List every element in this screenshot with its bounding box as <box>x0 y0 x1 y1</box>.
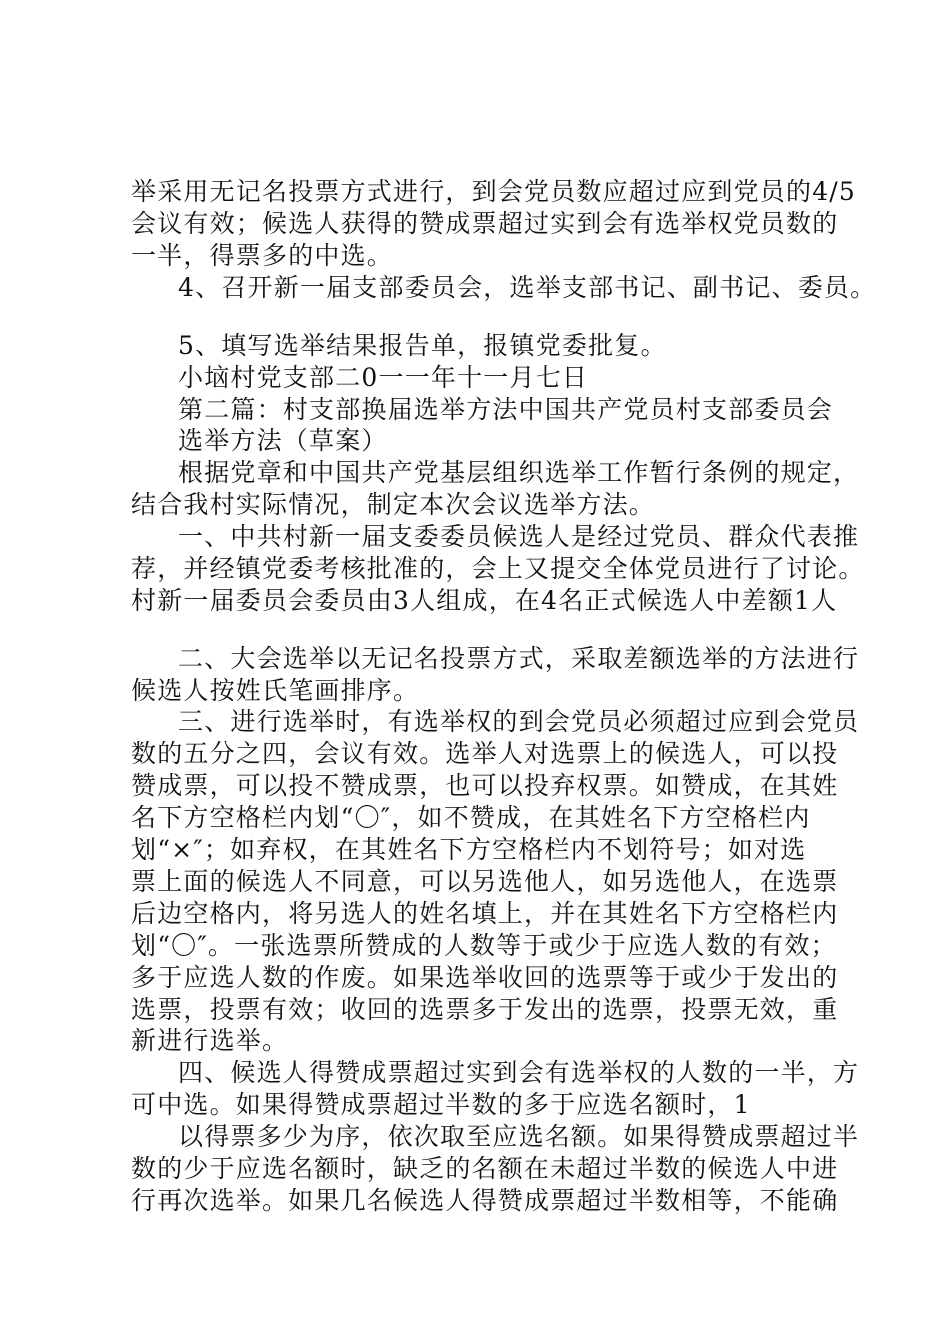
text-line: 荐，并经镇党委考核批准的，会上又提交全体党员进行了讨论。 <box>131 554 865 583</box>
text-line: 一、中共村新一届支委委员候选人是经过党员、群众代表推 <box>178 522 860 551</box>
text-line: 行再次选举。如果几名候选人得赞成票超过半数相等，不能确 <box>131 1186 839 1215</box>
text-line: 5、填写选举结果报告单，报镇党委批复。 <box>178 331 667 360</box>
text-line: 根据党章和中国共产党基层组织选举工作暂行条例的规定， <box>178 458 860 487</box>
text-line: 举采用无记名投票方式进行，到会党员数应超过应到党员的4/5 <box>131 177 857 206</box>
text-line: 数的五分之四，会议有效。选举人对选票上的候选人，可以投 <box>131 739 839 768</box>
section-subheading: 选举方法（草案） <box>178 426 388 455</box>
text-line: 以得票多少为序，依次取至应选名额。如果得赞成票超过半 <box>178 1122 860 1151</box>
text-line: 村新一届委员会委员由3人组成，在4名正式候选人中差额1人 <box>131 586 838 615</box>
text-line: 四、候选人得赞成票超过实到会有选举权的人数的一半，方 <box>178 1058 860 1087</box>
text-line: 多于应选人数的作废。如果选举收回的选票等于或少于发出的 <box>131 963 839 992</box>
text-line: 划“×″；如弃权，在其姓名下方空格栏内不划符号；如对选 <box>131 835 807 864</box>
text-line: 新进行选举。 <box>131 1026 289 1055</box>
text-line: 会议有效；候选人获得的赞成票超过实到会有选举权党员数的 <box>131 209 839 238</box>
text-line: 选票，投票有效；收回的选票多于发出的选票，投票无效，重 <box>131 995 839 1024</box>
text-line: 可中选。如果得赞成票超过半数的多于应选名额时，1 <box>131 1090 751 1119</box>
text-line: 二、大会选举以无记名投票方式，采取差额选举的方法进行 <box>178 644 860 673</box>
text-line: 结合我村实际情况，制定本次会议选举方法。 <box>131 490 656 519</box>
text-line: 后边空格内，将另选人的姓名填上，并在其姓名下方空格栏内 <box>131 899 839 928</box>
text-line: 数的少于应选名额时，缺乏的名额在未超过半数的候选人中进 <box>131 1154 839 1183</box>
text-line: 小垴村党支部二0一一年十一月七日 <box>178 363 589 392</box>
text-line: 名下方空格栏内划“〇″，如不赞成，在其姓名下方空格栏内 <box>131 803 811 832</box>
text-line: 候选人按姓氏笔画排序。 <box>131 676 420 705</box>
text-line: 三、进行选举时，有选举权的到会党员必须超过应到会党员 <box>178 707 860 736</box>
text-line: 4、召开新一届支部委员会，选举支部书记、副书记、委员。 <box>178 273 877 302</box>
text-line: 票上面的候选人不同意，可以另选他人，如另选他人，在选票 <box>131 867 839 896</box>
text-line: 赞成票，可以投不赞成票，也可以投弃权票。如赞成，在其姓 <box>131 771 839 800</box>
text-line: 划“〇″。一张选票所赞成的人数等于或少于应选人数的有效； <box>131 931 837 960</box>
section-heading: 第二篇：村支部换届选举方法中国共产党员村支部委员会 <box>178 395 834 424</box>
text-line: 一半，得票多的中选。 <box>131 241 394 270</box>
